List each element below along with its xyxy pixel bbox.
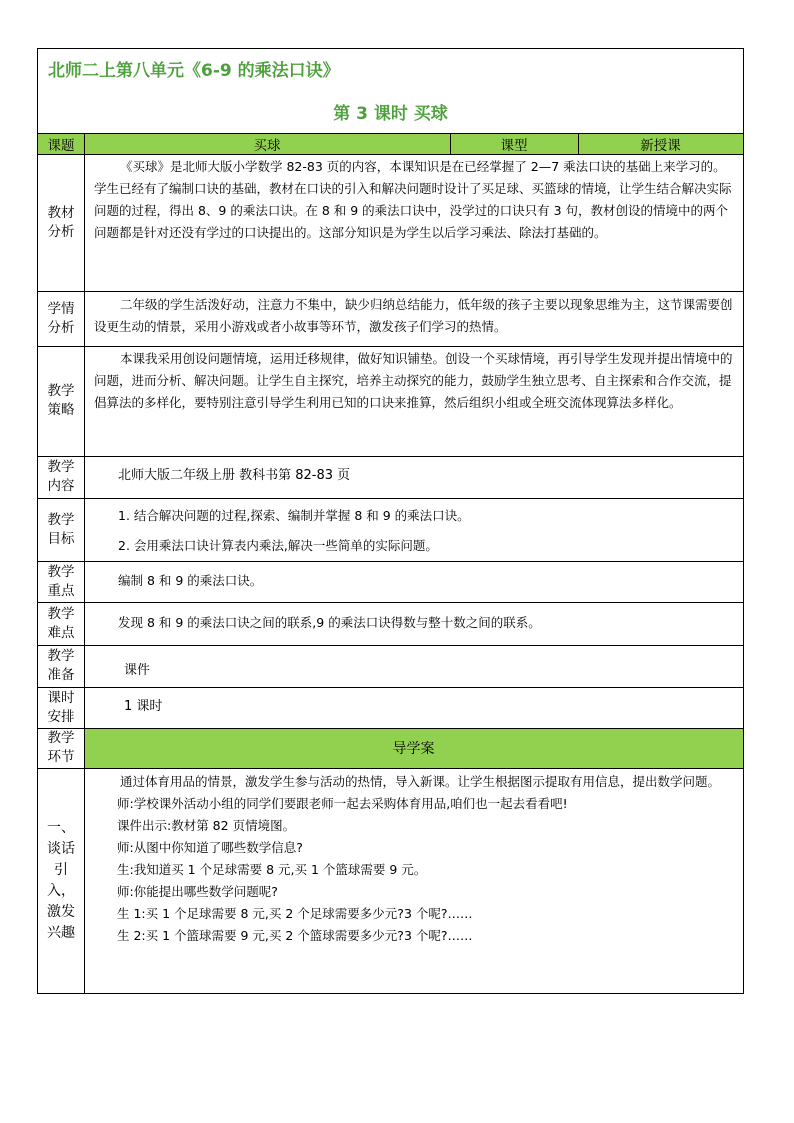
rule (38, 561, 743, 562)
students-label: 学情分析 (47, 300, 75, 336)
lesson-subtitle: 第 3 课时 买球 (333, 104, 448, 124)
strategy-text: 本课我采用创设问题情境，运用迁移规律，做好知识铺垫。创设一个买球情境，再引导学生发现并提出情境中的问题，进而分析、解决问题。让学生自主探究，培养主动探究的能力，鼓励学生独立思考、自主探索和合作交流，提倡算法的多样化，要特别注意引导学生利用已知的口诀来推算，然后组织小组或全班交流体现算法多样化。 (94, 351, 733, 410)
intro-text: 通过体育用品的情景，激发学生参与活动的热情，导入新课。让学生根据图示提取有用信息，提出数学问题。 师:学校课外活动小组的同学们要跟老师一起去采购体育用品,咱们也一起去看看吧! 课件出示:教材第 82 页情境图。 师:从图中你知道了哪些数学信息? 生:我知道买 1 个足球需要 8 元,买 1 个篮球需要 9 元。 师:你能提出哪些数学问题呢? 生 1:买 1 个足球需要 8 元,买 2 个足球需要多少元?3 个呢?…… 生 2:买 1 个篮球需要 9 元,买 2 个篮球需要多少元?3 个呢?…… (94, 771, 734, 947)
difficulties-label: 教学难点 (47, 605, 75, 641)
column-rule (84, 133, 85, 994)
rule (38, 728, 743, 729)
students-text: 二年级的学生活泼好动，注意力不集中，缺少归纳总结能力，低年级的孩子主要以现象思维为主，这节课需要创设更生动的情景，采用小游戏或者小故事等环节，激发孩子们学习的热情。 (94, 297, 733, 334)
rule (38, 687, 743, 688)
dialogue-line: 师:你能提出哪些数学问题呢? (117, 884, 278, 899)
content-text: 北师大版二年级上册 教科书第 82-83 页 (118, 468, 351, 483)
dialogue-line: 师:学校课外活动小组的同学们要跟老师一起去采购体育用品,咱们也一起去看看吧! (117, 796, 568, 811)
column-rule (450, 133, 451, 154)
dialogue-line: 生:我知道买 1 个足球需要 8 元,买 1 个篮球需要 9 元。 (117, 862, 427, 877)
rule (38, 602, 743, 603)
textbook-text: 《买球》是北师大版小学数学 82-83 页的内容，本课知识是在已经掌握了 2—7 乘法口诀的基础上来学习的。学生已经有了编制口诀的基础，教材在口诀的引入和解决问题时设计了买足球、买篮球的情境，让学生结合解决实际问题的过程，得出 8、9 的乘法口诀。在 8 和 9 的乘法口诀中，没学过的口诀只有 3 句，教材创设的情境中的两个问题都是针对还没有学过的口诀提出的。这部分知识是为学生以后学习乘法、除法打基础的。 (94, 159, 732, 240)
dialogue-line: 生 2:买 1 个篮球需要 9 元,买 2 个篮球需要多少元?3 个呢?…… (117, 928, 473, 943)
intro-label: 一、谈话引入，激发兴趣 (47, 820, 75, 941)
key-points-label: 教学重点 (47, 563, 75, 599)
topic-value: 买球 (84, 134, 450, 154)
difficulties-text: 发现 8 和 9 的乘法口诀之间的联系,9 的乘法口诀得数与整十数之间的联系。 (118, 615, 541, 630)
strategy-label: 教学策略 (47, 383, 75, 418)
dialogue-line: 课件出示:教材第 82 页情境图。 (117, 818, 296, 833)
textbook-label: 教材分析 (47, 204, 75, 240)
topic-label: 课题 (38, 134, 84, 154)
rule (38, 498, 743, 499)
content-label: 教学内容 (47, 459, 75, 494)
document-title: 北师二上第八单元《6-9 的乘法口诀》 (48, 61, 340, 81)
rule (38, 154, 743, 155)
column-rule (578, 133, 579, 154)
dialogue-line: 生 1:买 1 个足球需要 8 元,买 2 个足球需要多少元?3 个呢?…… (117, 906, 473, 921)
rule (38, 768, 743, 769)
rule (38, 456, 743, 457)
rule (38, 291, 743, 292)
goal-item: 2. 会用乘法口诀计算表内乘法,解决一些简单的实际问题。 (118, 538, 438, 553)
dialogue-line: 师:从图中你知道了哪些数学信息? (117, 840, 303, 855)
rule (38, 346, 743, 347)
key-points-text: 编制 8 和 9 的乘法口诀。 (118, 573, 263, 588)
goals-label: 教学目标 (47, 511, 75, 547)
goals-list (118, 501, 728, 561)
type-value: 新授课 (578, 134, 743, 154)
time-text: 1 课时 (124, 699, 163, 714)
process-label: 教学环节 (47, 730, 75, 765)
time-label: 课时安排 (47, 689, 75, 725)
process-header: 导学案 (392, 741, 435, 757)
rule (38, 645, 743, 646)
goal-item: 1. 结合解决问题的过程,探索、编制并掌握 8 和 9 的乘法口诀。 (118, 508, 470, 523)
type-label: 课型 (450, 134, 578, 154)
preparation-label: 教学准备 (47, 648, 75, 683)
rule (38, 133, 743, 134)
preparation-text: 课件 (124, 663, 151, 678)
lesson-plan-table (37, 48, 744, 994)
